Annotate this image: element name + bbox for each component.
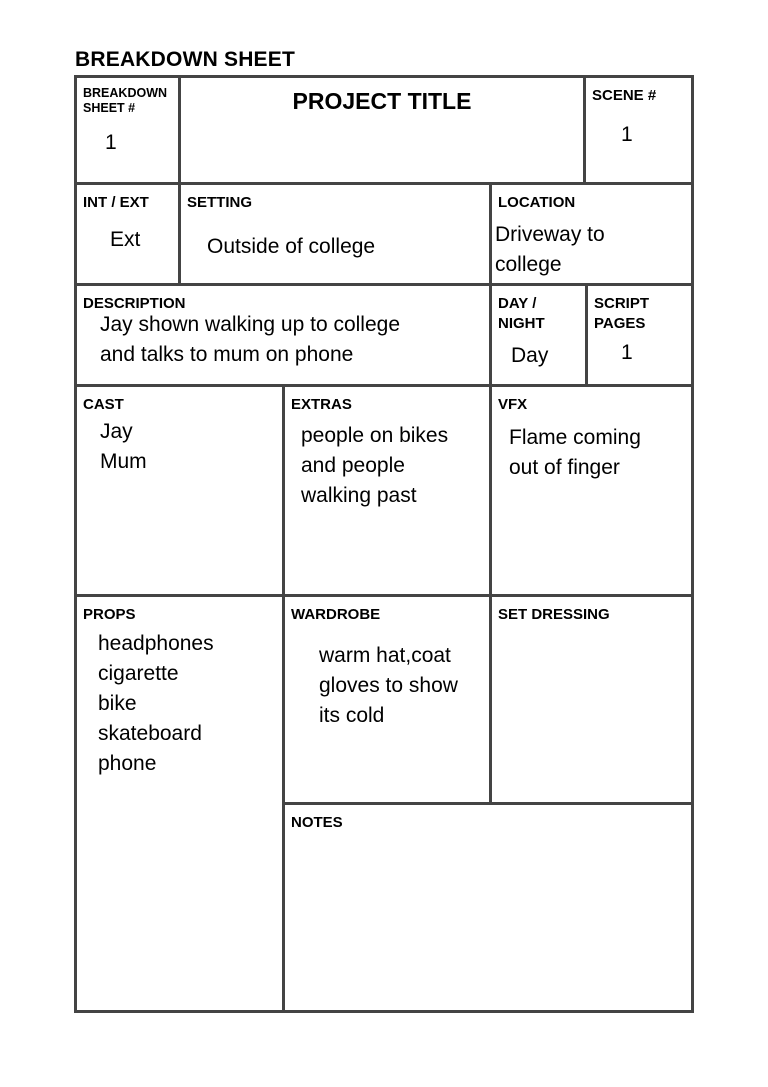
vfx-value: Flame coming out of finger: [509, 426, 641, 479]
day-night-label: DAY / NIGHT: [498, 295, 545, 332]
breakdown-sheet-number-value: 1: [105, 131, 117, 154]
set-dressing-cell[interactable]: [489, 594, 694, 805]
day-night-value: Day: [511, 344, 549, 367]
cast-cell[interactable]: [74, 384, 285, 597]
notes-cell[interactable]: [282, 802, 694, 1013]
scene-number-value: 1: [621, 123, 633, 146]
extras-cell[interactable]: [282, 384, 492, 597]
cast-label: CAST: [83, 396, 124, 413]
breakdown-sheet-number-cell[interactable]: [74, 75, 181, 185]
setting-cell[interactable]: [178, 182, 492, 286]
props-cell[interactable]: [74, 594, 285, 1013]
setting-label: SETTING: [187, 194, 253, 211]
vfx-cell[interactable]: [489, 384, 694, 597]
setting-value: Outside of college: [207, 235, 376, 258]
location-label: LOCATION: [498, 194, 576, 211]
extras-value: people on bikes and people walking past: [301, 424, 449, 507]
vfx-label: VFX: [498, 396, 528, 413]
wardrobe-label: WARDROBE: [291, 606, 381, 623]
script-pages-label: SCRIPT PAGES: [594, 295, 650, 332]
description-value: Jay shown walking up to college and talks to mum on phone: [100, 313, 401, 366]
int-ext-value: Ext: [110, 228, 141, 251]
props-label: PROPS: [83, 606, 136, 623]
wardrobe-cell[interactable]: [282, 594, 492, 805]
breakdown-sheet-number-label: BREAKDOWN SHEET #: [83, 86, 168, 115]
location-cell[interactable]: [489, 182, 694, 286]
cast-value: Jay Mum: [100, 420, 147, 473]
props-value: headphones cigarette bike skateboard phone: [98, 632, 214, 775]
wardrobe-value: warm hat,coat gloves to show its cold: [319, 644, 458, 727]
script-pages-value: 1: [621, 341, 633, 364]
project-title-cell[interactable]: [178, 75, 586, 185]
sheet-heading: BREAKDOWN SHEET: [75, 48, 296, 71]
set-dressing-label: SET DRESSING: [498, 606, 610, 623]
int-ext-cell[interactable]: [74, 182, 181, 286]
location-value: Driveway to college: [495, 223, 605, 276]
scene-number-cell[interactable]: [583, 75, 694, 185]
description-label: DESCRIPTION: [83, 295, 186, 312]
project-title-label: PROJECT TITLE: [292, 88, 472, 114]
notes-label: NOTES: [291, 814, 343, 831]
description-cell[interactable]: [74, 283, 492, 387]
day-night-cell[interactable]: [489, 283, 588, 387]
extras-label: EXTRAS: [291, 396, 352, 413]
scene-number-label: SCENE #: [592, 87, 657, 104]
script-pages-cell[interactable]: [585, 283, 694, 387]
int-ext-label: INT / EXT: [83, 194, 149, 211]
